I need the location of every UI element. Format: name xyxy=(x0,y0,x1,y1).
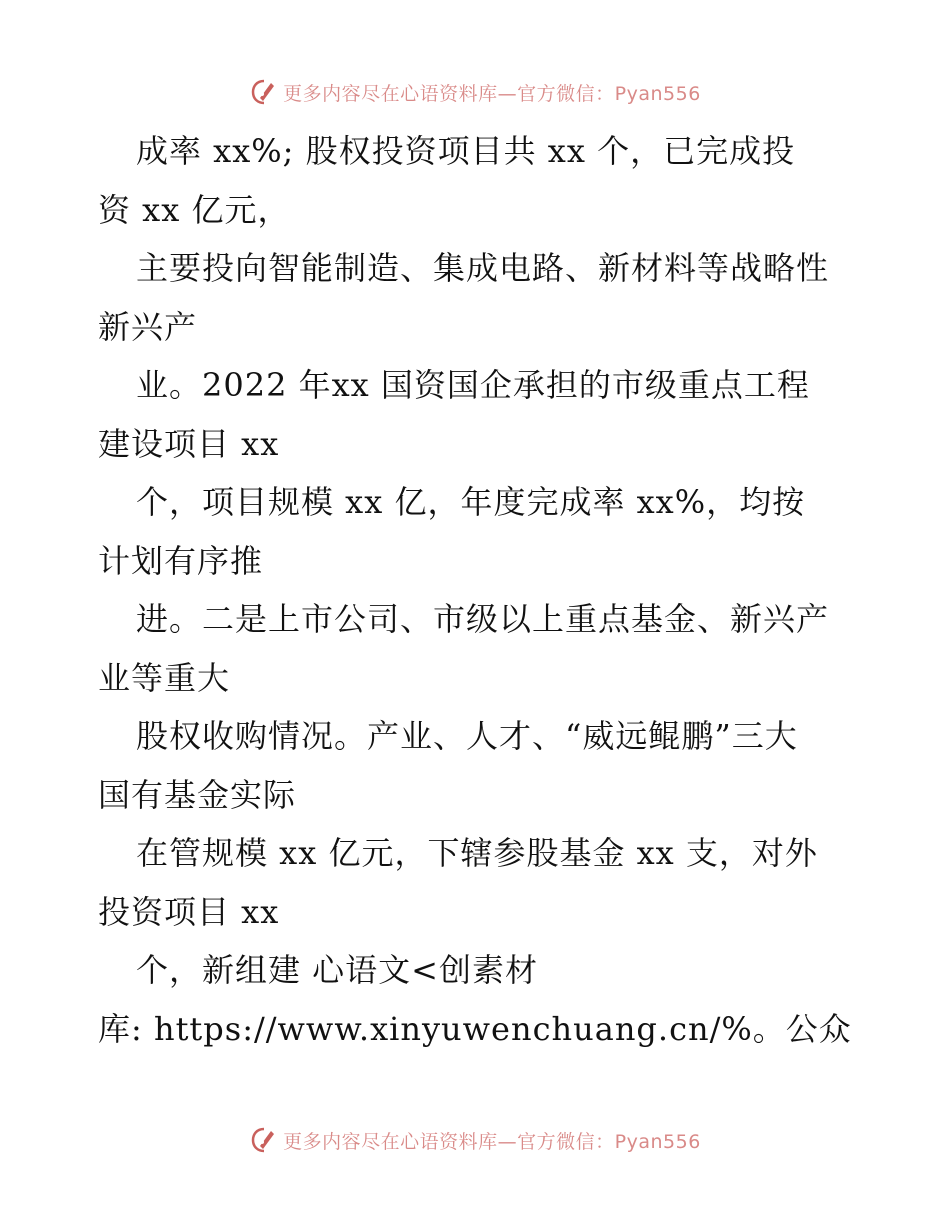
body-line: 进。二是上市公司、市级以上重点基金、新兴产 xyxy=(136,600,830,638)
body-line: 业。2022 年xx 国资国企承担的市级重点工程 xyxy=(136,366,810,404)
body-line: 投资项目 xx xyxy=(98,892,280,931)
body-line: 在管规模 xx 亿元，下辖参股基金 xx 支，对外 xyxy=(136,834,818,872)
body-line: 业等重大 xyxy=(98,658,231,697)
body-line: 资 xx 亿元， xyxy=(98,190,291,229)
body-line: 股权收购情况。产业、人才、“威远鲲鹏”三大 xyxy=(136,717,798,755)
body-line: 库: https://www.xinyuwenchuang.cn/%。公众 xyxy=(98,1009,852,1048)
body-line: 个，项目规模 xx 亿，年度完成率 xx%，均按 xyxy=(136,483,806,521)
body-line: 个，新组建 心语文<创素材 xyxy=(136,951,538,989)
body-line: 计划有序推 xyxy=(98,541,264,580)
footer-watermark-text: 更多内容尽在心语资料库—官方微信：Pyan556 xyxy=(283,1130,701,1153)
body-line: 主要投向智能制造、集成电路、新材料等战略性 xyxy=(136,249,830,287)
body-line: 成率 xx%; 股权投资项目共 xx 个，已完成投 xyxy=(136,132,796,170)
footer-watermark xyxy=(0,1120,950,1160)
pen-nib-logo-icon xyxy=(249,1125,279,1155)
document-body xyxy=(98,122,858,1058)
body-line: 建设项目 xx xyxy=(98,424,280,463)
header-watermark-text: 更多内容尽在心语资料库—官方微信：Pyan556 xyxy=(283,82,701,105)
header-watermark xyxy=(0,72,950,112)
pen-nib-logo-icon xyxy=(249,77,279,107)
body-line: 国有基金实际 xyxy=(98,775,297,814)
body-line: 新兴产 xyxy=(98,307,198,346)
